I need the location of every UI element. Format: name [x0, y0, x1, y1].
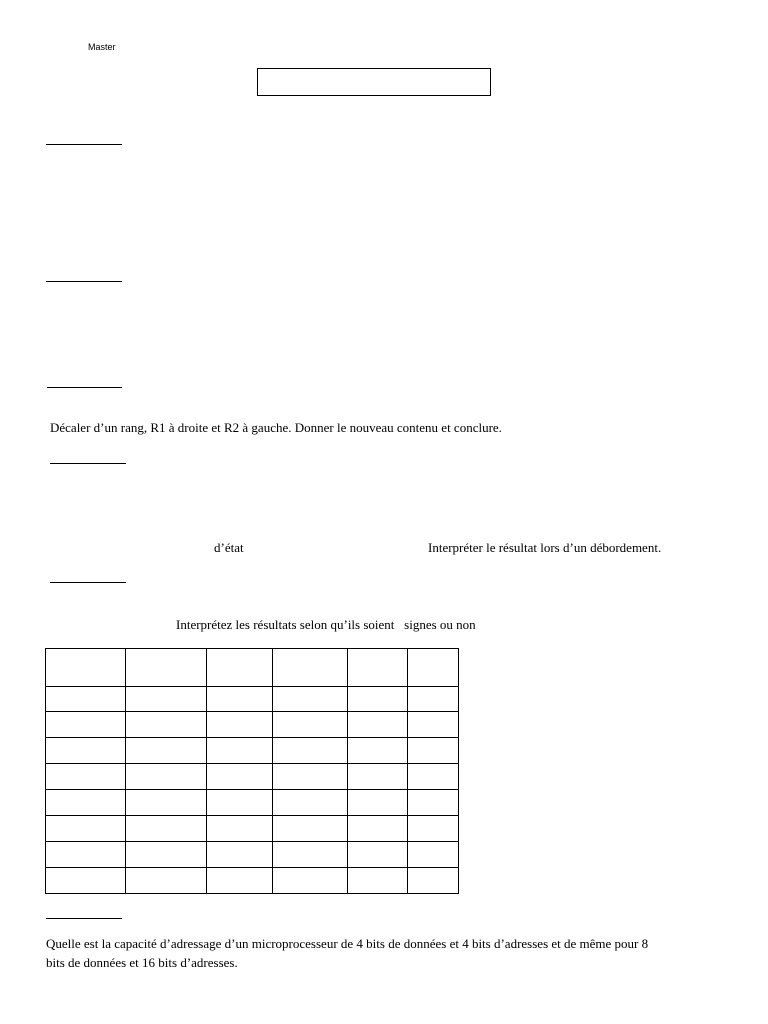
table-cell — [46, 649, 126, 687]
table-cell — [408, 868, 459, 894]
table-cell — [46, 868, 126, 894]
table-cell — [207, 842, 273, 868]
table-cell — [46, 712, 126, 738]
status-fragment-right: Interpréter le résultat lors d’un débordement. — [428, 540, 662, 555]
interpret-results: Interprétez les résultats selon qu’ils soient signes ou non — [176, 617, 476, 632]
table-cell — [126, 738, 207, 764]
table-cell — [348, 842, 408, 868]
table-cell — [348, 649, 408, 687]
table-cell — [207, 687, 273, 712]
status-fragment-left: d’état — [214, 540, 244, 555]
table-cell — [207, 649, 273, 687]
table-cell — [273, 712, 348, 738]
table-cell — [273, 738, 348, 764]
question-line-2: bits de données et 16 bits d’adresses. — [46, 955, 238, 970]
table-cell — [348, 764, 408, 790]
table-cell — [273, 842, 348, 868]
table-cell — [348, 868, 408, 894]
table-row — [46, 764, 459, 790]
table-row — [46, 712, 459, 738]
title-box — [257, 68, 491, 96]
table-row — [46, 816, 459, 842]
table-cell — [348, 687, 408, 712]
table-row — [46, 868, 459, 894]
section-rule-5 — [50, 582, 126, 583]
header-label: Master — [88, 42, 116, 52]
section-rule-6 — [46, 918, 122, 919]
section-rule-4 — [50, 463, 126, 464]
table-cell — [273, 868, 348, 894]
section-rule-1 — [46, 144, 122, 145]
table-cell — [273, 790, 348, 816]
table-cell — [207, 738, 273, 764]
section-rule-2 — [46, 281, 122, 282]
table-cell — [126, 790, 207, 816]
table-cell — [408, 687, 459, 712]
table-cell — [46, 764, 126, 790]
table-cell — [46, 687, 126, 712]
table-cell — [207, 764, 273, 790]
table-row — [46, 790, 459, 816]
table-cell — [126, 764, 207, 790]
table-cell — [348, 712, 408, 738]
results-table — [45, 648, 459, 894]
question-line-1: Quelle est la capacité d’adressage d’un microprocesseur de 4 bits de données et 4 bits d’adresses et de même pour 8 — [46, 936, 649, 951]
table-cell — [408, 790, 459, 816]
table-cell — [126, 842, 207, 868]
shift-instruction: Décaler d’un rang, R1 à droite et R2 à gauche. Donner le nouveau contenu et conclure. — [50, 420, 502, 435]
table-cell — [46, 842, 126, 868]
table-cell — [408, 816, 459, 842]
table-cell — [348, 790, 408, 816]
table-cell — [273, 816, 348, 842]
table-cell — [46, 816, 126, 842]
table-cell — [408, 712, 459, 738]
question-text — [46, 934, 736, 972]
table-cell — [126, 649, 207, 687]
table-cell — [126, 712, 207, 738]
section-rule-3 — [47, 387, 122, 388]
table-row — [46, 738, 459, 764]
table-cell — [46, 790, 126, 816]
table-cell — [348, 738, 408, 764]
table-cell — [273, 687, 348, 712]
table-cell — [408, 842, 459, 868]
table-cell — [207, 712, 273, 738]
table-cell — [348, 816, 408, 842]
table-cell — [207, 868, 273, 894]
table-cell — [207, 790, 273, 816]
table-cell — [207, 816, 273, 842]
table-header-row — [46, 649, 459, 687]
table-cell — [126, 687, 207, 712]
table-cell — [408, 764, 459, 790]
table-cell — [273, 764, 348, 790]
table-cell — [408, 649, 459, 687]
table-cell — [408, 738, 459, 764]
table-row — [46, 687, 459, 712]
table-row — [46, 842, 459, 868]
table-cell — [273, 649, 348, 687]
table-cell — [46, 738, 126, 764]
table-cell — [126, 868, 207, 894]
table-cell — [126, 816, 207, 842]
